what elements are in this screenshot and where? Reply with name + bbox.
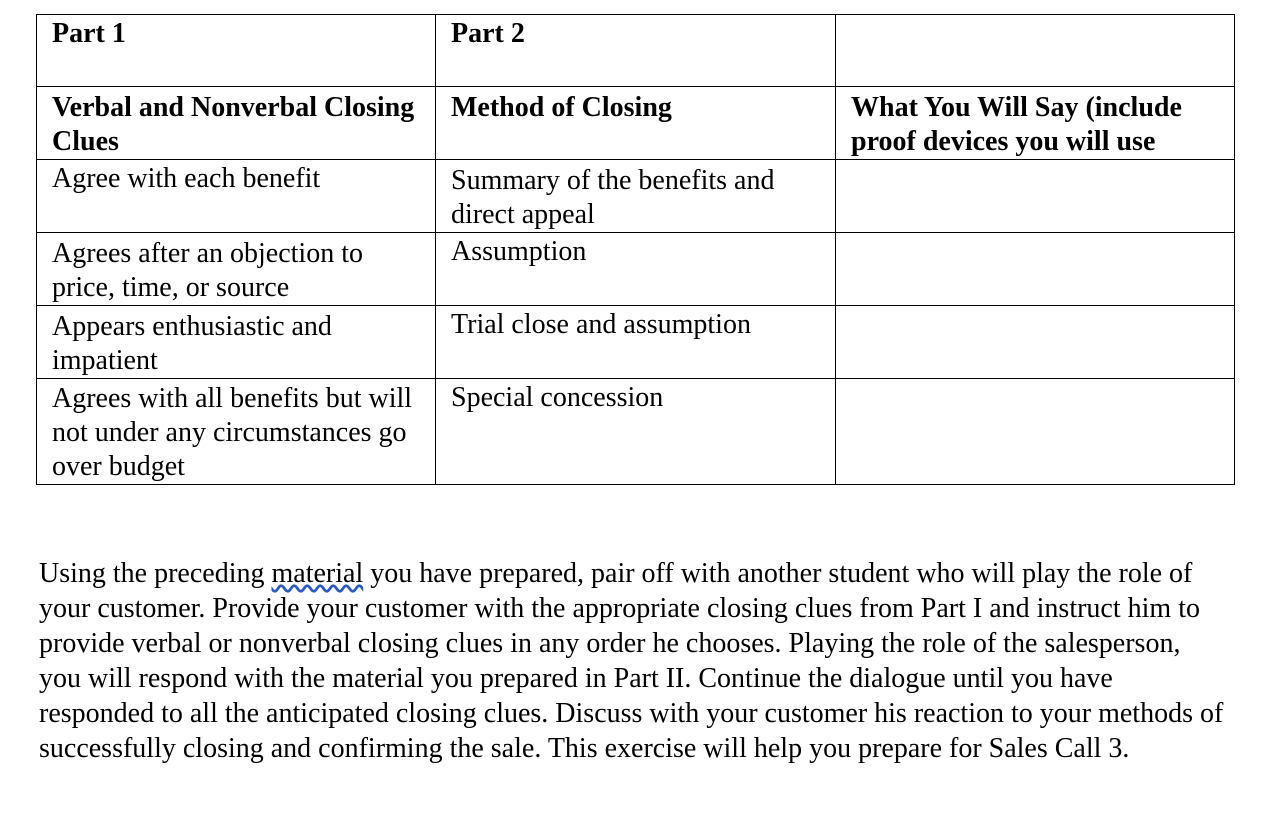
spellcheck-marked-word[interactable]: material (271, 558, 364, 589)
clue-cell: Agree with each benefit (37, 160, 436, 233)
clue-cell: Agrees after an objection to price, time, or source (37, 233, 436, 306)
say-cell[interactable] (836, 233, 1235, 306)
method-cell: Summary of the benefits and direct appeal (436, 160, 836, 233)
say-cell[interactable] (836, 379, 1235, 485)
column-header-clues: Verbal and Nonverbal Closing Clues (37, 87, 436, 160)
instructions-text-rest: you have prepared, pair off with another student who will play the role of your customer. Provide your customer with the appropriate closing clues from Part I and instruct him to provide verbal or nonverbal closing clues in any order he chooses. Playing the role of the salesperson, you will respond with the material you prepared in Part II. Continue the dialogue until you have responded to all the anticipated closing clues. Discuss with your customer his reaction to your methods of successfully closing and confirming the sale. This exercise will help you prepare for Sales Call 3. (39, 558, 1224, 764)
clue-cell: Agrees with all benefits but will not under any circumstances go over budget (37, 379, 436, 485)
method-cell: Trial close and assumption (436, 306, 836, 379)
part-1-header: Part 1 (37, 15, 436, 87)
say-cell[interactable] (836, 306, 1235, 379)
part-3-header (836, 15, 1235, 87)
method-cell: Assumption (436, 233, 836, 306)
column-header-method: Method of Closing (436, 87, 836, 160)
part-2-header: Part 2 (436, 15, 836, 87)
say-cell[interactable] (836, 160, 1235, 233)
closing-exercise-table (36, 14, 1235, 485)
method-cell: Special concession (436, 379, 836, 485)
instructions-text-start: Using the preceding (39, 558, 272, 589)
table-row (37, 233, 1235, 306)
table-row (37, 160, 1235, 233)
clue-cell: Appears enthusiastic and impatient (37, 306, 436, 379)
column-header-what-you-will-say: What You Will Say (include proof devices you will use (836, 87, 1235, 160)
instructions-paragraph (39, 556, 1229, 766)
column-header-row (37, 87, 1235, 160)
table-row (37, 379, 1235, 485)
part-header-row (37, 15, 1235, 87)
table-row (37, 306, 1235, 379)
